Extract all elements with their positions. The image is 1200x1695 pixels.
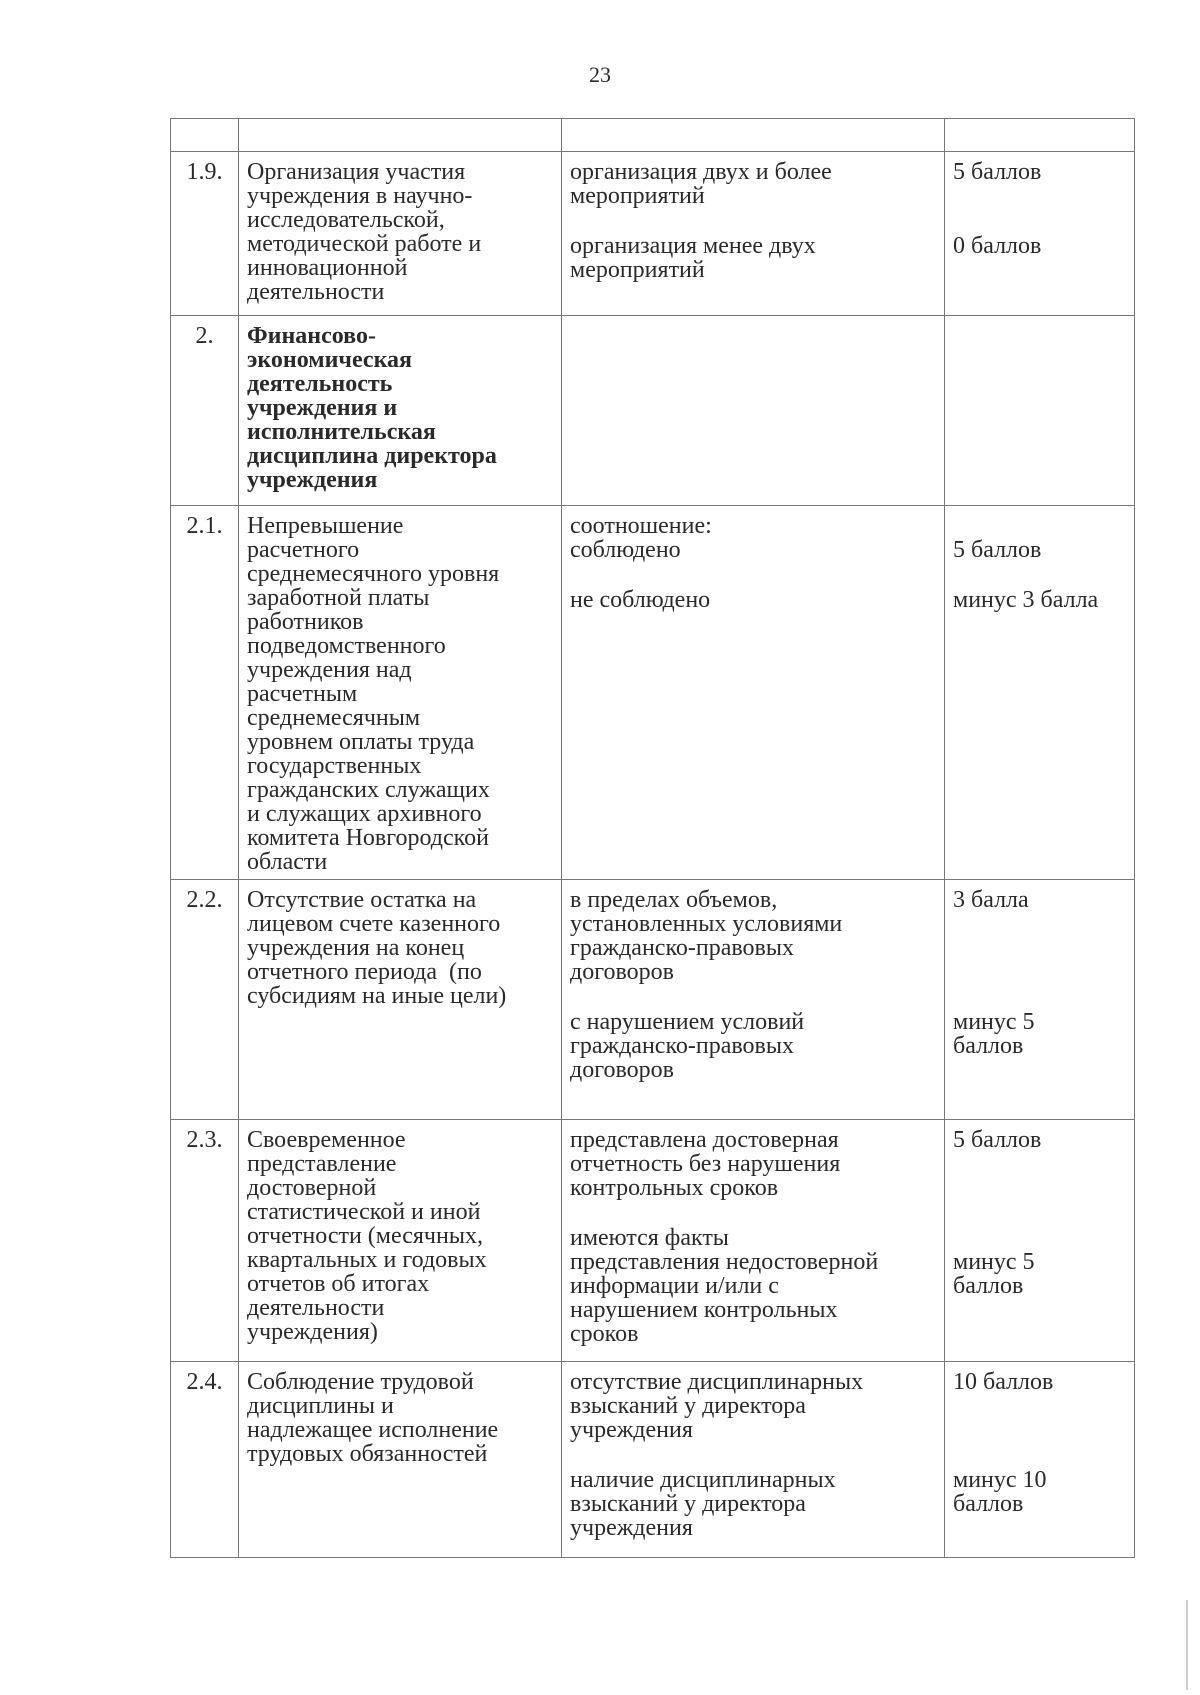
condition-line: гражданско-правовых <box>570 935 794 961</box>
header-cell <box>945 119 1135 152</box>
criterion-line: среднемесячным <box>247 705 421 731</box>
criterion-line: трудовых обязанностей <box>247 1441 488 1467</box>
score-value: 5 баллов <box>953 159 1042 185</box>
condition-line: не соблюдено <box>570 587 711 613</box>
criterion-line: отчетности (месячных, <box>247 1223 483 1249</box>
condition-cell <box>562 506 945 880</box>
criterion-line: исследовательской, <box>247 207 445 233</box>
criterion-line: комитета Новгородской <box>247 825 489 851</box>
criterion-line: деятельности <box>247 279 385 305</box>
score-value: баллов <box>953 1033 1024 1059</box>
criterion-line: расчетного <box>247 537 360 563</box>
score-cell <box>945 152 1135 316</box>
condition-line: договоров <box>570 959 674 985</box>
score-cell <box>945 880 1135 1120</box>
scan-edge-mark <box>1186 1600 1188 1690</box>
criterion-line: деятельности <box>247 1295 385 1321</box>
criterion-line: расчетным <box>247 681 358 707</box>
table-row <box>171 152 1135 316</box>
condition-line: представлена достоверная <box>570 1127 839 1153</box>
table-row <box>171 506 1135 880</box>
criterion-cell <box>239 880 562 1120</box>
criterion-cell <box>239 152 562 316</box>
condition-heading: соотношение: <box>570 513 712 539</box>
criterion-line: и служащих архивного <box>247 801 482 827</box>
criterion-line: учреждения в научно- <box>247 183 473 209</box>
section-title-line: учреждения и <box>247 395 398 421</box>
table-row <box>171 316 1135 506</box>
criterion-cell <box>239 1120 562 1362</box>
condition-line: учреждения <box>570 1515 693 1541</box>
condition-cell <box>562 880 945 1120</box>
criterion-cell <box>239 506 562 880</box>
criterion-line: Соблюдение трудовой <box>247 1369 474 1395</box>
table-row <box>171 1362 1135 1558</box>
criterion-line: подведомственного <box>247 633 446 659</box>
table-header-row <box>171 119 1135 152</box>
condition-line: нарушением контрольных <box>570 1297 838 1323</box>
criteria-table <box>170 118 1135 1558</box>
criterion-line: отчетов об итогах <box>247 1271 430 1297</box>
condition-line: учреждения <box>570 1417 693 1443</box>
condition-cell <box>562 152 945 316</box>
section-title-line: исполнительская <box>247 419 436 445</box>
criterion-cell <box>239 1362 562 1558</box>
criterion-line: Непревышение <box>247 513 404 539</box>
section-title-line: учреждения <box>247 467 378 493</box>
page-number: 23 <box>589 62 611 87</box>
criterion-line: Отсутствие остатка на <box>247 887 477 913</box>
row-number: 1.9. <box>171 152 239 316</box>
condition-line: в пределах объемов, <box>570 887 778 913</box>
condition-line: имеются факты <box>570 1225 729 1251</box>
section-title-line: Финансово- <box>247 323 376 349</box>
score-value: минус 3 балла <box>953 587 1099 613</box>
score-cell <box>945 316 1135 506</box>
condition-line: отчетность без нарушения <box>570 1151 841 1177</box>
criterion-line: гражданских служащих <box>247 777 490 803</box>
criterion-line: статистической и иной <box>247 1199 481 1225</box>
condition-line: взысканий у директора <box>570 1393 806 1419</box>
condition-line: установленных условиями <box>570 911 843 937</box>
section-title-line: деятельность <box>247 371 393 397</box>
criterion-line: инновационной <box>247 255 408 281</box>
criterion-line: достоверной <box>247 1175 377 1201</box>
score-value: минус 5 <box>953 1009 1035 1035</box>
condition-line: контрольных сроков <box>570 1175 779 1201</box>
table-row <box>171 1120 1135 1362</box>
header-cell <box>562 119 945 152</box>
criterion-line: среднемесячного уровня <box>247 561 500 587</box>
score-value: 0 баллов <box>953 233 1042 259</box>
row-number: 2.4. <box>171 1362 239 1558</box>
criterion-line: государственных <box>247 753 422 779</box>
section-title-line: дисциплина директора <box>247 443 497 469</box>
table-row <box>171 880 1135 1120</box>
score-value: минус 5 <box>953 1249 1035 1275</box>
criterion-line: лицевом счете казенного <box>247 911 501 937</box>
condition-cell <box>562 1120 945 1362</box>
condition-line: организация менее двух <box>570 233 816 259</box>
condition-line: информации и/или с <box>570 1273 779 1299</box>
score-cell <box>945 1120 1135 1362</box>
condition-line: с нарушением условий <box>570 1009 805 1035</box>
condition-line: сроков <box>570 1321 639 1347</box>
criterion-line: учреждения над <box>247 657 412 683</box>
row-number: 2.1. <box>171 506 239 880</box>
score-value: 10 баллов <box>953 1369 1054 1395</box>
condition-line: отсутствие дисциплинарных <box>570 1369 864 1395</box>
condition-line: представления недостоверной <box>570 1249 879 1275</box>
criterion-line: Организация участия <box>247 159 466 185</box>
condition-cell <box>562 1362 945 1558</box>
criterion-line: представление <box>247 1151 397 1177</box>
score-cell <box>945 1362 1135 1558</box>
condition-line: мероприятий <box>570 257 705 283</box>
criterion-line: Своевременное <box>247 1127 406 1153</box>
section-title-line: экономическая <box>247 347 413 373</box>
section-title-cell <box>239 316 562 506</box>
row-number: 2. <box>171 316 239 506</box>
score-value: 5 баллов <box>953 537 1042 563</box>
criterion-line: учреждения) <box>247 1319 378 1345</box>
criterion-line: дисциплины и <box>247 1393 394 1419</box>
score-value: баллов <box>953 1491 1024 1517</box>
score-value: минус 10 <box>953 1467 1047 1493</box>
criterion-line: квартальных и годовых <box>247 1247 487 1273</box>
condition-line: договоров <box>570 1057 674 1083</box>
criterion-line: области <box>247 849 328 875</box>
condition-cell <box>562 316 945 506</box>
condition-line: взысканий у директора <box>570 1491 806 1517</box>
criterion-line: заработной платы <box>247 585 430 611</box>
criterion-line: субсидиям на иные цели) <box>247 983 507 1009</box>
row-number: 2.2. <box>171 880 239 1120</box>
score-value: 3 балла <box>953 887 1029 913</box>
score-value: 5 баллов <box>953 1127 1042 1153</box>
criterion-line: отчетного периода (по <box>247 959 482 985</box>
condition-line: гражданско-правовых <box>570 1033 794 1059</box>
condition-line: наличие дисциплинарных <box>570 1467 836 1493</box>
criterion-line: работников <box>247 609 364 635</box>
condition-line: соблюдено <box>570 537 681 563</box>
criterion-line: уровнем оплаты труда <box>247 729 475 755</box>
condition-line: организация двух и более <box>570 159 832 185</box>
score-value: баллов <box>953 1273 1024 1299</box>
row-number: 2.3. <box>171 1120 239 1362</box>
criterion-line: учреждения на конец <box>247 935 465 961</box>
condition-line: мероприятий <box>570 183 705 209</box>
header-cell <box>171 119 239 152</box>
criterion-line: методической работе и <box>247 231 482 257</box>
score-cell <box>945 506 1135 880</box>
header-cell <box>239 119 562 152</box>
criterion-line: надлежащее исполнение <box>247 1417 499 1443</box>
